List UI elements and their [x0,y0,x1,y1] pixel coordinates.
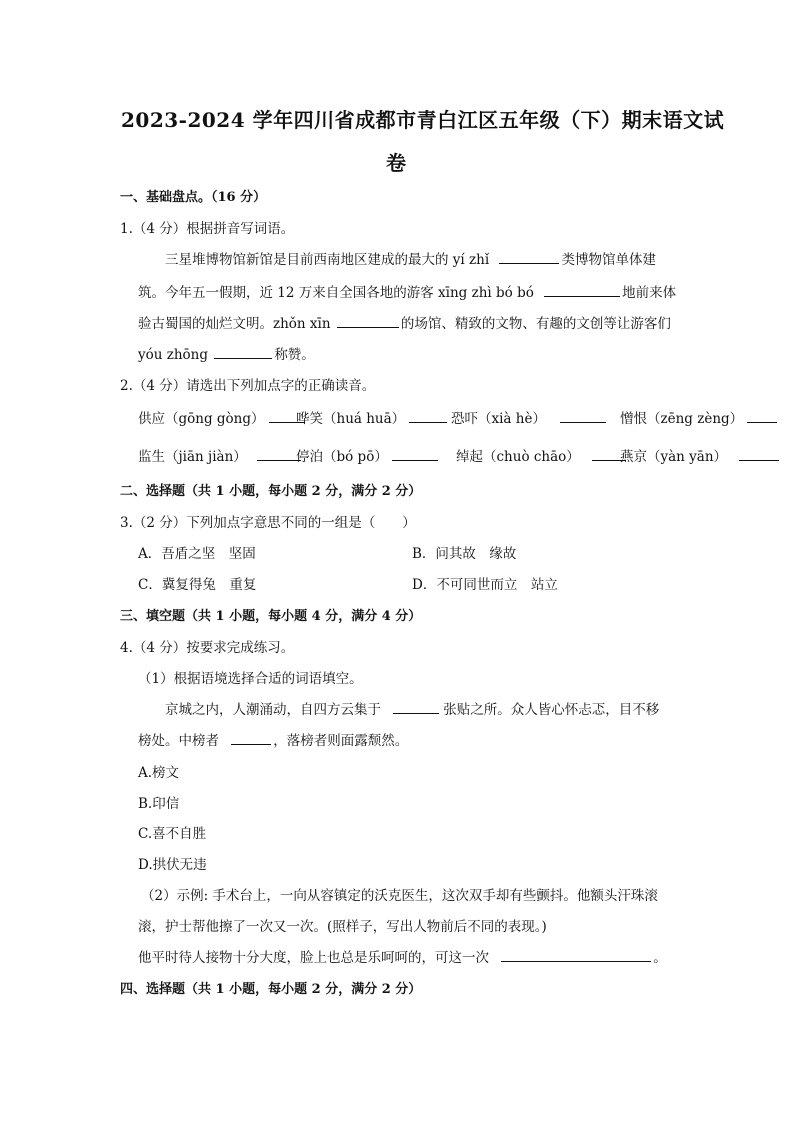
answer-blank[interactable] [231,732,271,745]
section-heading-2: 二、选择题（共 1 小题，每小题 2 分，满分 2 分） [120,484,422,499]
q2-item-text: 哗笑（huá huā） [296,411,406,427]
answer-blank[interactable] [257,448,301,461]
answer-blank[interactable] [560,410,606,423]
q4-part-2-prompt [138,946,667,966]
q4-p1-line-2-text: 榜处。中榜者 [138,733,219,749]
section-heading-3: 三、填空题（共 1 小题，每小题 4 分，满分 4 分） [120,609,422,624]
q2-item [138,445,301,465]
answer-blank[interactable] [499,251,559,264]
q1-line-4 [138,343,315,363]
page-title: 2023-2024 学年四川省成都市青白江区五年级（下）期末语文试 [121,108,725,132]
q2-item-text: 憎恨（zēng zèng） [620,411,744,427]
q4-part-2-prompt-tail: 。 [653,950,667,966]
q1-line-4-text: yóu zhōng [138,347,209,363]
answer-blank[interactable] [501,949,651,962]
answer-blank[interactable] [392,448,438,461]
q2-item-text: 监生（jiān jiàn） [138,449,247,465]
option-c[interactable]: C．冀复得兔 重复 [138,577,257,593]
word-option-b[interactable]: B.印信 [138,796,180,812]
q4-part-2-example-line-2: 滚，护士帮他擦了一次又一次。(照样子，写出人物前后不同的表现。) [138,919,547,935]
option-a[interactable]: A．吾盾之坚 坚固 [138,546,256,562]
q4-p1-line-1-tail: 张贴之所。众人皆心怀忐忑，目不移 [443,702,660,718]
q4-p1-line-2 [138,729,408,749]
option-b[interactable]: B．问其故 缘故 [412,546,517,562]
question-2-stem: 2.（4 分）请选出下列加点字的正确读音。 [120,378,376,394]
q2-item-text: 供应（gōng gòng） [138,411,265,427]
q2-item [456,445,626,465]
answer-blank[interactable] [747,410,777,423]
q1-line-2-tail: 地前来体 [622,285,677,301]
page-title-continued: 卷 [386,151,407,175]
section-heading-1: 一、基础盘点。（16 分） [120,190,267,205]
q2-item [451,407,606,427]
q2-item-text: 恐吓（xià hè） [451,411,546,427]
word-option-a[interactable]: A.榜文 [138,765,180,781]
word-option-c[interactable]: C.喜不自胜 [138,826,207,842]
q2-item [138,407,305,427]
q2-item [620,445,779,465]
q1-line-3 [138,312,671,332]
answer-blank[interactable] [214,346,272,359]
answer-blank[interactable] [393,701,439,714]
answer-blank[interactable] [739,448,779,461]
q4-p1-line-1 [165,698,659,718]
answer-blank[interactable] [337,315,399,328]
q2-item [296,445,438,465]
option-d[interactable]: D．不可同世而立 站立 [412,577,558,593]
section-heading-4: 四、选择题（共 1 小题，每小题 2 分，满分 2 分） [120,982,422,997]
q1-line-1-tail: 类博物馆单体建 [561,252,656,268]
q2-item-text: 燕京（yàn yān） [620,449,728,465]
q4-part-2-prompt-text: 他平时待人接物十分大度，脸上也总是乐呵呵的，可这一次 [138,950,489,966]
q4-p1-line-2-tail: ，落榜者则面露颓然。 [273,733,409,749]
q4-part-1-instruction: （1）根据语境选择合适的词语填空。 [138,671,363,687]
q2-item-text: 停泊（bó pō） [296,449,388,465]
q2-item [620,407,777,427]
q4-part-2-example-line-1: （2）示例: 手术台上，一向从容镇定的沃克医生，这次双手却有些颤抖。他额头汗珠滚 [141,888,658,904]
answer-blank[interactable] [544,284,620,297]
q1-line-1-text: 三星堆博物馆新馆是目前西南地区建成的最大的 yí zhǐ [165,252,490,268]
q1-line-4-tail: 称赞。 [274,347,315,363]
q2-item [296,407,447,427]
question-3-stem: 3.（2 分）下列加点字意思不同的一组是（ ） [120,515,416,531]
answer-blank[interactable] [409,410,447,423]
question-4-stem: 4.（4 分）按要求完成练习。 [120,640,295,656]
q1-line-1 [165,248,656,268]
q1-line-2-text: 筑。今年五一假期，近 12 万来自全国各地的游客 xīng zhì bó bó [138,285,534,301]
q1-line-3-tail: 的场馆、精致的文物、有趣的文创等让游客们 [400,316,671,332]
word-option-d[interactable]: D.拱伏无违 [138,857,207,873]
question-1-stem: 1.（4 分）根据拼音写词语。 [120,221,295,237]
q4-p1-line-1-text: 京城之内，人潮涌动，自四方云集于 [165,702,381,718]
q2-item-text: 绰起（chuò chāo） [456,449,580,465]
q1-line-2 [138,281,676,301]
q1-line-3-text: 验古蜀国的灿烂文明。zhǒn xīn [138,316,331,332]
